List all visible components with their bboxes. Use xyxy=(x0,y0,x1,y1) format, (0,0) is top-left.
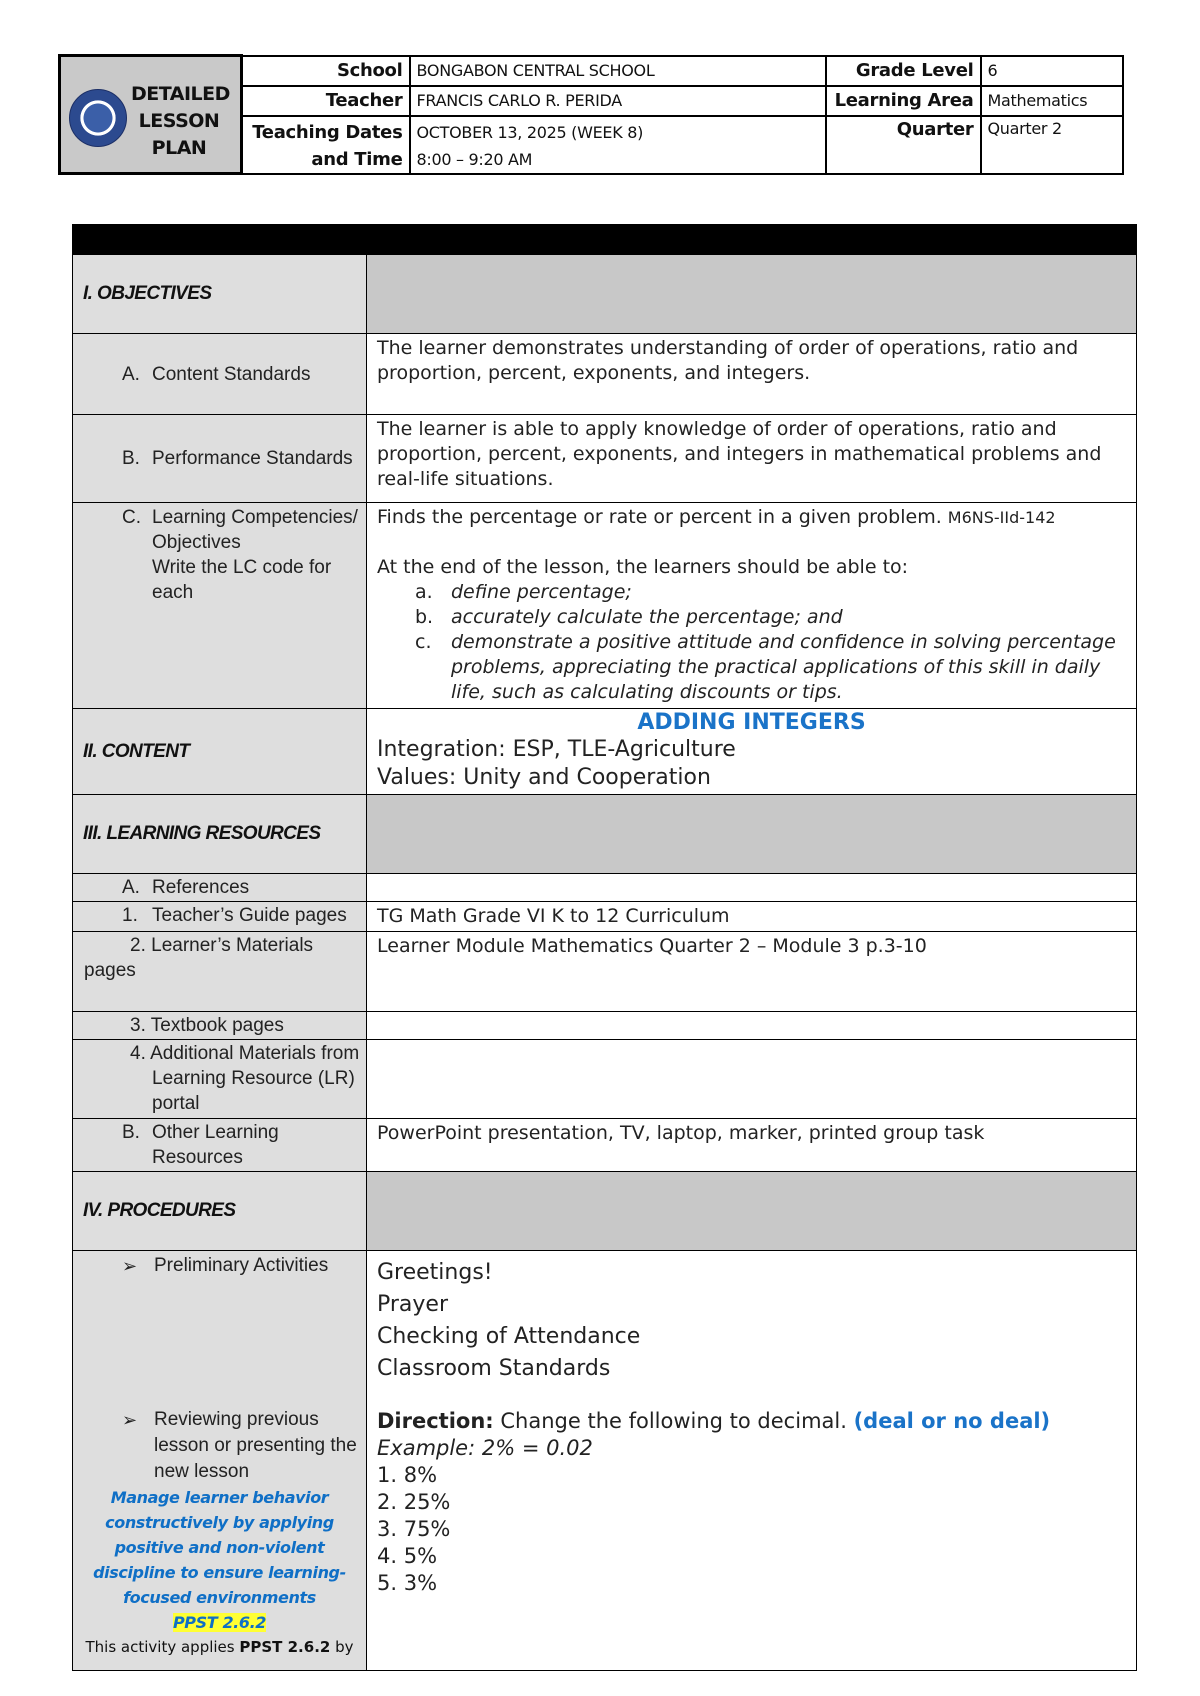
teaching-dates-label: Teaching Dates and Time xyxy=(242,116,410,174)
ppst-note: Manage learner behavior constructively by applying positive and non-violent discipline to ensure learning- focused environments PPST 2.6.2 xyxy=(93,1488,346,1632)
references-row xyxy=(73,874,1137,902)
objectives-intro: At the end of the lesson, the learners should be able to: xyxy=(377,556,909,578)
competencies-row xyxy=(73,503,1137,709)
content-integration: Integration: ESP, TLE-Agriculture xyxy=(377,737,736,762)
additional-materials-label: 4. Additional Materials from Learning Resource (LR) portal xyxy=(73,1040,367,1119)
deped-seal-icon xyxy=(69,89,127,147)
ppst-code: PPST 2.6.2 xyxy=(172,1613,267,1632)
preliminary-activities-label: ➢ Preliminary Activities xyxy=(74,1253,365,1279)
learners-materials-row xyxy=(73,932,1137,1012)
arrow-bullet-icon: ➢ xyxy=(122,1256,138,1276)
quarter-value: Quarter 2 xyxy=(981,116,1123,174)
teaching-dates-value: OCTOBER 13, 2025 (WEEK 8) 8:00 – 9:20 AM xyxy=(410,116,826,174)
prelim-item: Greetings! xyxy=(377,1260,493,1285)
review-item: 3. 75% xyxy=(377,1517,451,1541)
review-item: 2. 25% xyxy=(377,1490,451,1514)
resources-title: III. LEARNING RESOURCES xyxy=(73,795,367,874)
direction-line: Direction: Change the following to decimal. (deal or no deal) xyxy=(377,1409,1051,1433)
content-title: II. CONTENT xyxy=(73,709,367,795)
deal-or-no-deal-label: (deal or no deal) xyxy=(853,1409,1051,1433)
grade-level-label: Grade Level xyxy=(826,56,981,86)
learning-area-label: Learning Area xyxy=(826,86,981,116)
teacher-value: FRANCIS CARLO R. PERIDA xyxy=(410,86,826,116)
resources-row xyxy=(73,795,1137,874)
school-value: BONGABON CENTRAL SCHOOL xyxy=(410,56,826,86)
review-item: 1. 8% xyxy=(377,1463,438,1487)
competency-text: Finds the percentage or rate or percent in a given problem. xyxy=(377,506,948,528)
competencies-label: C. Learning Competencies/ Objectives Write the LC code for each xyxy=(122,507,358,603)
other-resources-row xyxy=(73,1119,1137,1172)
prelim-item: Checking of Attendance xyxy=(377,1324,641,1349)
textbook-label: 3. Textbook pages xyxy=(130,1015,284,1036)
content-values: Values: Unity and Cooperation xyxy=(377,765,711,790)
prelim-item: Prayer xyxy=(377,1292,449,1317)
objectives-title: I. OBJECTIVES xyxy=(73,255,367,334)
prelim-item: Classroom Standards xyxy=(377,1356,611,1381)
review-item: 5. 3% xyxy=(377,1571,438,1595)
objective-item: a. define percentage; xyxy=(415,581,632,603)
objective-item: b. accurately calculate the percentage; and xyxy=(415,606,843,628)
content-standards-row xyxy=(73,334,1137,415)
content-standards-label: A. Content Standards xyxy=(122,363,311,385)
dlp-title: DETAILED LESSON PLAN xyxy=(131,83,230,159)
other-resources-label: B. Other Learning Resources xyxy=(122,1122,279,1168)
textbook-row xyxy=(73,1012,1137,1040)
performance-standards-label: B. Performance Standards xyxy=(122,448,353,469)
content-row xyxy=(73,709,1137,795)
teachers-guide-value: TG Math Grade VI K to 12 Curriculum xyxy=(367,902,1137,932)
performance-standards-text: The learner is able to apply knowledge of order of operations, ratio and proportion, percent, exponents, and integers in mathematical problems and real-life situations. xyxy=(367,415,1137,503)
learners-materials-value: Learner Module Mathematics Quarter 2 – Module 3 p.3-10 xyxy=(367,932,1137,1012)
teacher-label: Teacher xyxy=(242,86,410,116)
grade-level-value: 6 xyxy=(981,56,1123,86)
arrow-bullet-icon: ➢ xyxy=(122,1410,138,1430)
competencies-content xyxy=(367,503,1137,709)
review-item: 4. 5% xyxy=(377,1544,438,1568)
teachers-guide-row xyxy=(73,902,1137,932)
learners-materials-label: 2. Learner’s Materials pages xyxy=(73,932,367,1012)
additional-materials-row xyxy=(73,1040,1137,1119)
header-table xyxy=(58,54,1124,175)
content-standards-text: The learner demonstrates understanding of order of operations, ratio and proportion, percent, exponents, and integers. xyxy=(367,334,1137,415)
references-label: A. References xyxy=(122,877,250,898)
performance-standards-row xyxy=(73,415,1137,503)
objective-item: c. demonstrate a positive attitude and confidence in solving percentage problems, appreciating the practical applications of this skill in daily life, such as calculating discounts or tips. xyxy=(415,631,1116,703)
ppst-applies-note: This activity applies PPST 2.6.2 by xyxy=(85,1638,354,1656)
competency-code: M6NS-IId-142 xyxy=(947,508,1056,527)
review-lesson-label: ➢ Reviewing previous lesson or presenting the new lesson xyxy=(74,1407,365,1485)
activities-row xyxy=(73,1251,1137,1671)
teachers-guide-label: 1. Teacher’s Guide pages xyxy=(122,905,347,926)
procedures-title: IV. PROCEDURES xyxy=(73,1172,367,1251)
example-line: Example: 2% = 0.02 xyxy=(377,1436,593,1460)
other-resources-value: PowerPoint presentation, TV, laptop, marker, printed group task xyxy=(367,1119,1137,1172)
quarter-label: Quarter xyxy=(826,116,981,174)
school-label: School xyxy=(242,56,410,86)
learning-area-value: Mathematics xyxy=(981,86,1123,116)
lesson-plan-table xyxy=(72,224,1137,1671)
content-topic: ADDING INTEGERS xyxy=(637,710,866,735)
procedures-row xyxy=(73,1172,1137,1251)
header-logo-cell xyxy=(60,56,242,174)
objectives-row xyxy=(73,255,1137,334)
table-header-bar xyxy=(73,225,1137,255)
